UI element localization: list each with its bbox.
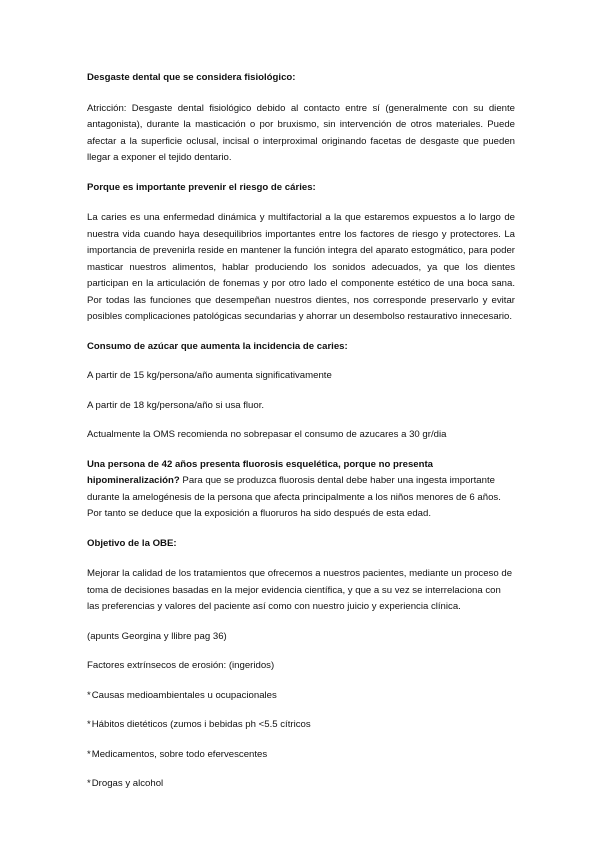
list-item-text: Drogas y alcohol	[91, 778, 164, 789]
document-body	[87, 70, 515, 793]
list-item-text: Medicamentos, sobre todo efervescentes	[91, 748, 268, 760]
bullet-asterisk: *	[87, 778, 91, 789]
azucar-line-3: Actualmente la OMS recomienda no sobrepasar el consumo de azucares a 30 gr/dia	[87, 429, 447, 440]
paragraph-fluorosis	[87, 457, 515, 523]
section-heading-desgaste: Desgaste dental que se considera fisiológico:	[87, 72, 296, 83]
paragraph-obe: Mejorar la calidad de los tratamientos que ofrecemos a nuestros pacientes, mediante un proceso de toma de decisiones basadas en la mejor evidencia científica, y que a su vez se interrelaciona con las preferencias y valores del paciente así como con nuestro juicio y experiencia clínica.	[87, 568, 513, 612]
section-heading-erosion: Factores extrínsecos de erosión: (ingeridos)	[87, 660, 275, 671]
section-heading-obe: Objetivo de la OBE:	[87, 537, 177, 549]
list-item	[87, 717, 515, 734]
erosion-factor-list	[87, 688, 515, 793]
azucar-line-1: A partir de 15 kg/persona/año aumenta significativamente	[87, 370, 332, 381]
list-item-text: Causas medioambientales u ocupacionales	[91, 689, 277, 701]
bullet-asterisk: *	[87, 719, 91, 730]
bullet-asterisk: *	[87, 748, 91, 760]
bullet-asterisk: *	[87, 689, 91, 701]
fluorosis-question: Una persona de 42 años presenta fluorosis esquelética, porque no presenta hipomineralización?	[87, 458, 434, 486]
list-item	[87, 688, 515, 705]
paragraph-atriccion: Atricción: Desgaste dental fisiológico debido al contacto entre sí (generalmente con su diente antagonista), durante la masticación o por bruxismo, sin intervención de otros materiales. Puede afectar a la superficie oclusal, incisal o interproximal originando facetas de desgaste que pueden llegar a exponer el tejido dentario.	[87, 102, 515, 163]
section-heading-caries: Porque es importante prevenir el riesgo de cáries:	[87, 181, 316, 193]
obe-reference: (apunts Georgina y llibre pag 36)	[87, 630, 227, 642]
list-item	[87, 776, 515, 793]
paragraph-caries: La caries es una enfermedad dinámica y multifactorial a la que estaremos expuestos a lo largo de nuestra vida cuando haya desequilibrios importantes entre los factores de riesgo y protectores. La importancia de prevenirla reside en mantener la función integra del aparato estogmático, para poder masticar nuestros alimentos, hablar produciendo los sonidos adecuados, ya que los dientes participan en la articulación de fonemas y por otro lado el componente estético de una boca sana. Por todas las funciones que desempeñan nuestros dientes, nos corresponde preservarlo y evitar posibles complicaciones patológicas secundarias y ahorrar un desembolso restaurativo innecesario.	[87, 212, 515, 322]
list-item	[87, 747, 515, 764]
azucar-line-2: A partir de 18 kg/persona/año si usa fluor.	[87, 399, 265, 411]
section-heading-azucar: Consumo de azúcar que aumenta la incidencia de caries:	[87, 340, 348, 352]
fluorosis-answer: Para que se produzca fluorosis dental debe haber una ingesta importante durante la amelogénesis de la persona que afecta principalmente a los niños menores de 6 años. Por tanto se deduce que la exposición a fluoruros ha sido después de esta edad.	[87, 475, 501, 519]
list-item-text: Hábitos dietéticos (zumos i bebidas ph <5.5 cítricos	[91, 719, 311, 730]
